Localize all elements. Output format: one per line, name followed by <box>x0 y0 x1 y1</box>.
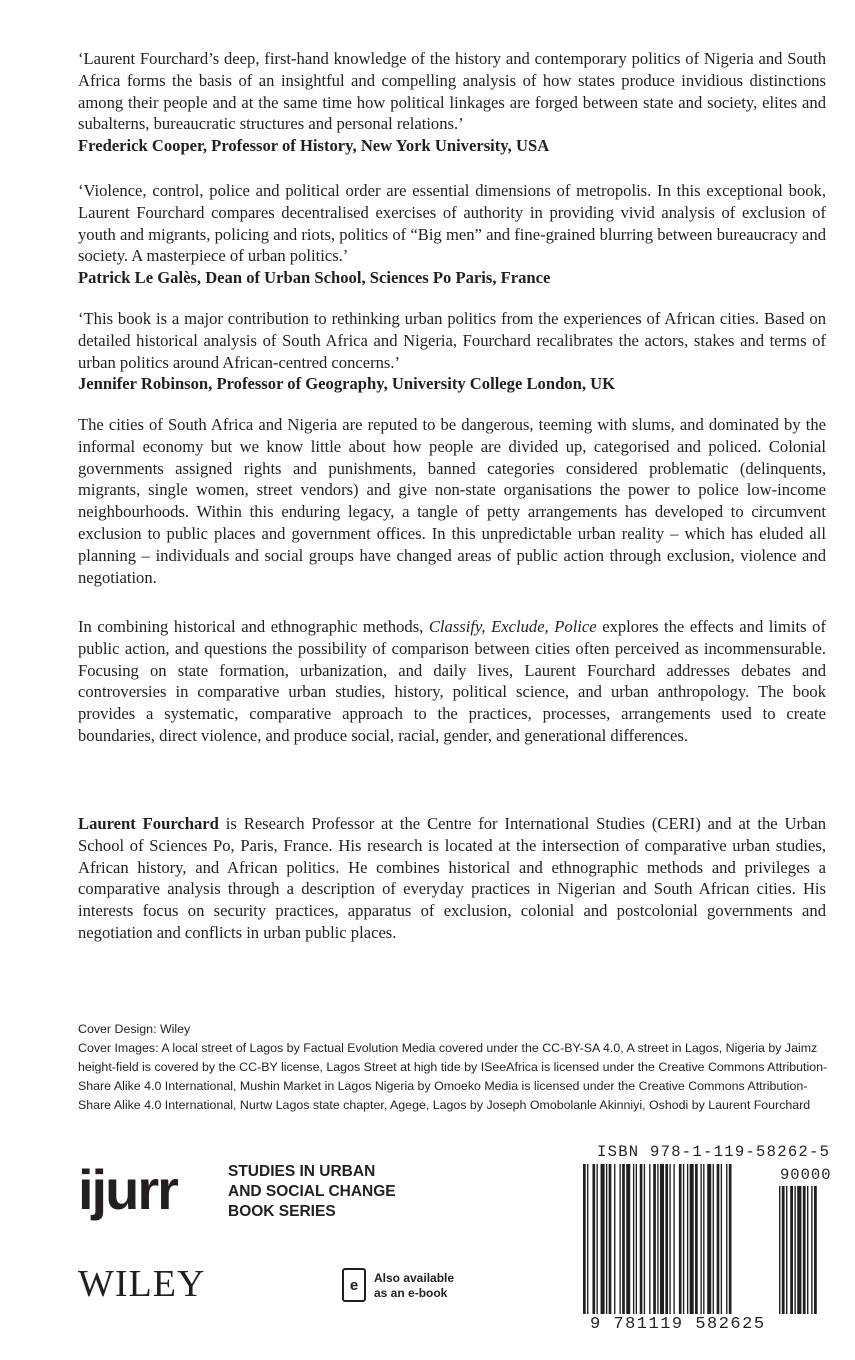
ean-number: 9 781119 582625 <box>590 1315 766 1334</box>
endorsement-quote: ‘This book is a major contribution to rethinking urban politics from the experiences of African cities. Based on detailed historical analysis of South Africa and Nigeria, Fourchard recalibrates the actors, stakes and terms of urban politics around African-centred concerns.’ <box>78 309 826 372</box>
barcode-bar <box>683 1164 684 1314</box>
barcode-bar <box>700 1164 701 1314</box>
barcode-bar <box>657 1164 658 1314</box>
barcode-bar <box>653 1164 656 1314</box>
barcode-bar <box>673 1164 674 1314</box>
barcode-bar <box>626 1164 630 1314</box>
author-bio-text: is Research Professor at the Centre for International Studies (CERI) and at the Urban School of Sciences Po, Paris, France. His research is located at the intersection of comparative urban studies, African history, and African politics. He combines historical and ethnographic methods and privileges a comparative analysis through a description of everyday practices in Nigerian and South African cities. His interests focus on security practices, apparatus of exclusion, colonial and postcolonial governments and negotiation and conflicts in urban public places. <box>78 814 826 942</box>
series-title <box>228 1162 396 1222</box>
endorsement-attribution: Patrick Le Galès, Dean of Urban School, Sciences Po Paris, France <box>78 268 551 288</box>
barcode-bar <box>619 1164 620 1314</box>
barcode-bar <box>687 1164 688 1314</box>
endorsement-quote: ‘Violence, control, police and political order are essential dimensions of metropolis. In this exceptional book, Laurent Fourchard compares decentralised exercises of authority in providing vivid analysis of exclusion of youth and migrants, policing and riots, politics of “Big men” and fine-grained blurring between bureaucracy and society. A masterpiece of urban politics.’ <box>78 181 826 266</box>
barcode-bar <box>644 1164 645 1314</box>
addon-bar <box>814 1186 817 1314</box>
description-text-end: explores the effects and limits of public action, and questions the possibility of comparison between cities often perceived as incommensurable. Focusing on state formation, urbanization, and daily lives, Laurent Fourchard addresses debates and controversies in comparative urban studies, history, political science, and urban anthropology. The book provides a systematic, comparative approach to the practices, processes, arrangements used to create boundaries, direct violence, and produce social, racial, gender, and generational differences. <box>78 617 826 745</box>
addon-bar <box>803 1186 806 1314</box>
barcode-bar <box>695 1164 698 1314</box>
addon-bar <box>782 1186 785 1314</box>
barcode-bar <box>606 1164 607 1314</box>
description-text <box>78 616 826 747</box>
author-name: Laurent Fourchard <box>78 814 219 833</box>
ebook-availability <box>374 1271 454 1301</box>
barcode-bar <box>717 1164 720 1314</box>
ijurr-logo: ijurr <box>78 1158 177 1221</box>
barcode-bar <box>679 1164 682 1314</box>
barcode-bar <box>649 1164 650 1314</box>
addon-bar <box>807 1186 808 1314</box>
addon-bar <box>779 1186 780 1314</box>
barcode-bar <box>703 1164 704 1314</box>
addon-number: 90000 <box>780 1166 832 1184</box>
description-text-start: In combining historical and ethnographic methods, <box>78 617 429 636</box>
author-bio <box>78 813 826 944</box>
endorsement-attribution: Jennifer Robinson, Professor of Geography, University College London, UK <box>78 374 616 394</box>
barcode-bar <box>729 1164 732 1314</box>
barcode-bar <box>690 1164 694 1314</box>
barcode-bar <box>713 1164 714 1314</box>
addon-bar <box>794 1186 795 1314</box>
barcode-bar <box>614 1164 615 1314</box>
series-line-3: BOOK SERIES <box>228 1203 336 1220</box>
endorsement-attribution: Frederick Cooper, Professor of History, New York University, USA <box>78 136 550 156</box>
barcode-bar <box>601 1164 605 1314</box>
description-text: The cities of South Africa and Nigeria are reputed to be dangerous, teeming with slums, and dominated by the informal economy but we know little about how people are divided up, categorised and policed. Colonial governments assigned rights and punishments, banned categories considered problematic (delinquents, migrants, single women, street vendors) and give non-state organisations the power to police low-income neighbourhoods. Within this enduring legacy, a tangle of petty arrangements has developed to circumvent exclusion to public places and government offices. In this unpredictable urban reality – which has eluded all planning – individuals and social groups have changed areas of public action through exclusion, violence and negotiation. <box>78 415 826 587</box>
isbn-barcode <box>583 1164 833 1314</box>
cover-credits <box>78 1020 838 1115</box>
barcode-bar <box>636 1164 637 1314</box>
endorsement-quote: ‘Laurent Fourchard’s deep, first-hand knowledge of the history and contemporary politics of Nigeria and South Africa forms the basis of an insightful and compelling analysis of how states produce invidious distinctions among their people and at the same time how political linkages are forged between state and society, elites and subalterns, bureaucratic structures and personal relations.’ <box>78 49 826 134</box>
barcode-bar <box>609 1164 612 1314</box>
series-line-2: AND SOCIAL CHANGE <box>228 1183 396 1200</box>
barcode-bar <box>587 1164 588 1314</box>
cover-design-credit: Cover Design: Wiley <box>78 1022 191 1036</box>
endorsement-1 <box>78 48 826 157</box>
wiley-logo: WILEY <box>78 1263 206 1305</box>
ebook-icon: e <box>342 1268 366 1302</box>
barcode-bar <box>721 1164 722 1314</box>
addon-bar <box>786 1186 787 1314</box>
book-description-para-2 <box>78 616 826 747</box>
book-description-para-1 <box>78 414 826 588</box>
endorsement-3 <box>78 308 826 395</box>
ebook-line-2: as an e-book <box>374 1286 448 1300</box>
barcode-bar <box>726 1164 727 1314</box>
barcode-bar <box>660 1164 664 1314</box>
barcode-bar <box>665 1164 668 1314</box>
addon-bar <box>797 1186 801 1314</box>
barcode-bar <box>597 1164 598 1314</box>
isbn-label: ISBN 978-1-119-58262-5 <box>597 1143 831 1161</box>
ebook-line-1: Also available <box>374 1271 455 1285</box>
series-line-1: STUDIES IN URBAN <box>228 1163 376 1180</box>
cover-images-credit: Cover Images: A local street of Lagos by Factual Evolution Media covered under the CC-BY-SA 4.0, A street in Lagos, Nigeria by Jaimz height-field is covered by the CC-BY license, Lagos Street at high tide by ISeeAfrica is licensed under the Creative Commons Attribution-Share Alike 4.0 International, Mushin Market in Lagos Nigeria by Omoeko Media is licensed under the Creative Commons Attribution-Share Alike 4.0 International, Nurtw Lagos state chapter, Agege, Lagos by Joseph Omobolanle Akinniyi, Oshodi by Laurent Fourchard <box>78 1041 828 1112</box>
barcode-bar <box>592 1164 595 1314</box>
book-title: Classify, Exclude, Police <box>428 617 597 636</box>
barcode-bar <box>669 1164 670 1314</box>
barcode-bar <box>583 1164 586 1314</box>
addon-bar <box>811 1186 812 1314</box>
barcode-bar <box>640 1164 643 1314</box>
barcode-bar <box>622 1164 625 1314</box>
addon-bar <box>790 1186 793 1314</box>
barcode-bar <box>707 1164 711 1314</box>
endorsement-2 <box>78 180 826 289</box>
barcode-bar <box>633 1164 634 1314</box>
